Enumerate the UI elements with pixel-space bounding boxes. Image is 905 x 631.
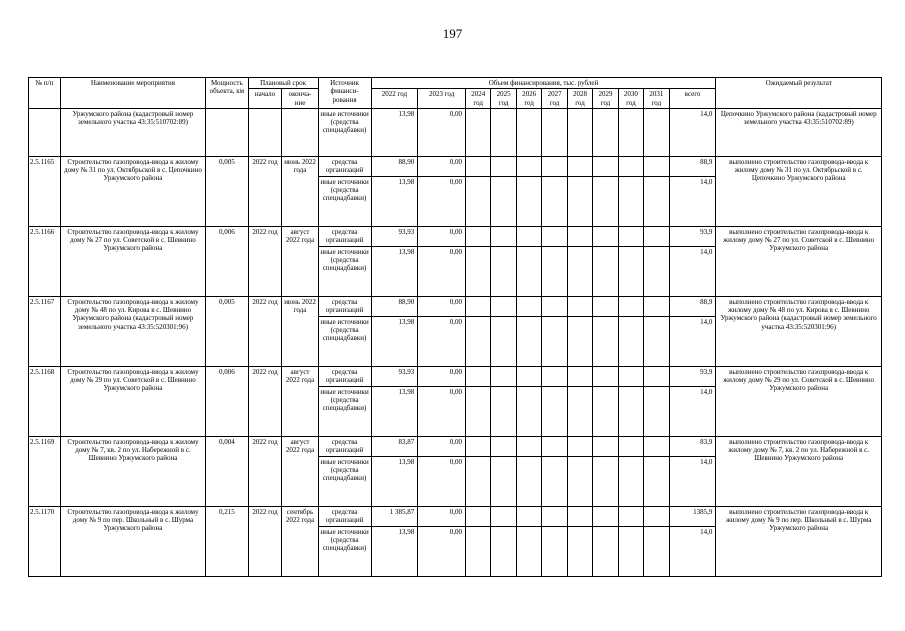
continuation-name: Уржумского района (кадастровый номер земельного участка 43:35:510702:89) xyxy=(60,108,205,156)
row-total-organizations: 1385,9 xyxy=(669,506,716,526)
row-capacity: 0,006 xyxy=(206,366,248,436)
row-source-organizations: средства организаций xyxy=(318,226,371,246)
continuation-source: иные источники (средства спецнадбавки) xyxy=(318,108,371,156)
header-2024: 2024 год xyxy=(465,89,490,109)
row-2022-organizations: 1 385,87 xyxy=(371,506,418,526)
row-2022-organizations: 93,93 xyxy=(371,366,418,386)
row-2022-organizations: 83,87 xyxy=(371,436,418,456)
row-total-other: 14,0 xyxy=(669,176,716,226)
header-planned-term: Плановый срок xyxy=(248,78,318,89)
row-2023-organizations: 0,00 xyxy=(418,156,466,176)
row-num: 2.5.1167 xyxy=(29,296,61,366)
row-result: выполнено строительство газопровода-ввода к жилому дому № 9 по пер. Школьный в с. Шурма Уржумского района xyxy=(716,506,882,576)
row-2022-organizations: 88,90 xyxy=(371,156,418,176)
row-2023-organizations: 0,00 xyxy=(418,436,466,456)
row-2022-other: 13,98 xyxy=(371,526,418,576)
row-capacity: 0,005 xyxy=(206,296,248,366)
header-capacity: Мощность объекта, км xyxy=(206,78,248,109)
row-2022-other: 13,98 xyxy=(371,316,418,366)
row-total-other: 14,0 xyxy=(669,386,716,436)
row-result: выполнено строительство газопровода-ввода к жилому дому № 31 по ул. Октябрьской в с. Цепочкино Уржумского района xyxy=(716,156,882,226)
row-source-organizations: средства организаций xyxy=(318,366,371,386)
header-end: оконча-ние xyxy=(282,89,318,109)
header-2025: 2025 год xyxy=(491,89,516,109)
row-2022-other: 13,98 xyxy=(371,386,418,436)
row-result: выполнено строительство газопровода-ввода к жилому дому № 7, кв. 2 по ул. Набережной в с. Шевнино Уржумского района xyxy=(716,436,882,506)
row-total-other: 14,0 xyxy=(669,316,716,366)
continuation-result: Цепочкино Уржумского района (кадастровый номер земельного участка 43:35:510702:89) xyxy=(716,108,882,156)
header-name: Наименование мероприятия xyxy=(60,78,205,109)
row-2022-organizations: 93,93 xyxy=(371,226,418,246)
row-total-other: 14,0 xyxy=(669,246,716,296)
row-name: Строительство газопровода-ввода к жилому дому № 29 по ул. Советской в с. Шевнино Уржумского района xyxy=(60,366,205,436)
header-2028: 2028 год xyxy=(567,89,592,109)
row-total-organizations: 93,9 xyxy=(669,226,716,246)
row-num: 2.5.1168 xyxy=(29,366,61,436)
header-total: всего xyxy=(669,89,716,109)
header-2027: 2027 год xyxy=(542,89,567,109)
row-end: август 2022 года xyxy=(282,226,318,296)
row-capacity: 0,215 xyxy=(206,506,248,576)
row-source-other: иные источники (средства спецнадбавки) xyxy=(318,246,371,296)
row-2023-organizations: 0,00 xyxy=(418,506,466,526)
table-row xyxy=(29,156,882,176)
row-2023-other: 0,00 xyxy=(418,176,466,226)
row-2023-other: 0,00 xyxy=(418,456,466,506)
row-num: 2.5.1170 xyxy=(29,506,61,576)
row-start: 2022 год xyxy=(248,226,282,296)
row-2022-other: 13,98 xyxy=(371,246,418,296)
row-2023-other: 0,00 xyxy=(418,246,466,296)
row-source-other: иные источники (средства спецнадбавки) xyxy=(318,316,371,366)
row-2023-organizations: 0,00 xyxy=(418,226,466,246)
row-source-organizations: средства организаций xyxy=(318,156,371,176)
row-source-other: иные источники (средства спецнадбавки) xyxy=(318,456,371,506)
table-row xyxy=(29,226,882,246)
continuation-2023: 0,00 xyxy=(418,108,466,156)
row-capacity: 0,004 xyxy=(206,436,248,506)
continuation-row xyxy=(29,108,882,156)
row-source-organizations: средства организаций xyxy=(318,436,371,456)
table-row xyxy=(29,296,882,316)
row-num: 2.5.1166 xyxy=(29,226,61,296)
header-2023: 2023 год xyxy=(418,89,466,109)
row-2022-organizations: 88,90 xyxy=(371,296,418,316)
row-source-organizations: средства организаций xyxy=(318,296,371,316)
row-total-organizations: 93,9 xyxy=(669,366,716,386)
header-2030: 2030 год xyxy=(618,89,643,109)
table-row xyxy=(29,436,882,456)
row-num: 2.5.1165 xyxy=(29,156,61,226)
header-volume: Объем финансирования, тыс. рублей xyxy=(371,78,716,89)
row-total-organizations: 88,9 xyxy=(669,296,716,316)
row-total-other: 14,0 xyxy=(669,456,716,506)
row-name: Строительство газопровода-ввода к жилому дому № 31 по ул. Октябрьской в с. Цепочкино Уржумского района xyxy=(60,156,205,226)
row-2023-other: 0,00 xyxy=(418,526,466,576)
continuation-2022: 13,98 xyxy=(371,108,418,156)
row-total-organizations: 83,9 xyxy=(669,436,716,456)
row-source-other: иные источники (средства спецнадбавки) xyxy=(318,526,371,576)
row-num: 2.5.1169 xyxy=(29,436,61,506)
row-start: 2022 год xyxy=(248,296,282,366)
row-2022-other: 13,98 xyxy=(371,456,418,506)
row-name: Строительство газопровода-ввода к жилому дому № 27 по ул. Советской в с. Шевнино Уржумского района xyxy=(60,226,205,296)
row-end: июнь 2022 года xyxy=(282,156,318,226)
row-end: август 2022 года xyxy=(282,436,318,506)
row-source-other: иные источники (средства спецнадбавки) xyxy=(318,176,371,226)
header-num: № п/п xyxy=(29,78,61,109)
row-end: июнь 2022 года xyxy=(282,296,318,366)
table-body xyxy=(29,108,882,576)
row-name: Строительство газопровода-ввода к жилому дому № 48 по ул. Кирова в с. Шевнино Уржумского района (кадастровый номер земельного участка 43:35:520301:96) xyxy=(60,296,205,366)
row-2023-other: 0,00 xyxy=(418,316,466,366)
row-source-organizations: средства организаций xyxy=(318,506,371,526)
page-number: 197 xyxy=(442,26,463,41)
row-capacity: 0,005 xyxy=(206,156,248,226)
row-name: Строительство газопровода-ввода к жилому дому № 7, кв. 2 по ул. Набережной в с. Шевнино Уржумского района xyxy=(60,436,205,506)
row-2023-organizations: 0,00 xyxy=(418,296,466,316)
row-total-other: 14,0 xyxy=(669,526,716,576)
row-total-organizations: 88,9 xyxy=(669,156,716,176)
row-start: 2022 год xyxy=(248,156,282,226)
row-result: выполнено строительство газопровода-ввода к жилому дому № 27 по ул. Советской в с. Шевнино Уржумского района xyxy=(716,226,882,296)
row-start: 2022 год xyxy=(248,506,282,576)
table-row xyxy=(29,506,882,526)
row-end: август 2022 года xyxy=(282,366,318,436)
header-start: начало xyxy=(248,89,282,109)
header-2026: 2026 год xyxy=(516,89,541,109)
row-2023-other: 0,00 xyxy=(418,386,466,436)
header-source: Источник финанси-рования xyxy=(318,78,371,109)
header-2031: 2031 год xyxy=(644,89,669,109)
header-2029: 2029 год xyxy=(593,89,618,109)
table-row xyxy=(29,366,882,386)
row-end: сентябрь 2022 года xyxy=(282,506,318,576)
row-source-other: иные источники (средства спецнадбавки) xyxy=(318,386,371,436)
row-2023-organizations: 0,00 xyxy=(418,366,466,386)
row-result: выполнено строительство газопровода-ввода к жилому дому № 29 по ул. Советской в с. Шевнино Уржумского района xyxy=(716,366,882,436)
row-2022-other: 13,98 xyxy=(371,176,418,226)
row-name: Строительство газопровода-ввода к жилому дому № 9 по пер. Школьный в с. Шурма Уржумского района xyxy=(60,506,205,576)
header-result: Ожидаемый результат xyxy=(716,78,882,109)
row-capacity: 0,006 xyxy=(206,226,248,296)
continuation-total: 14,0 xyxy=(669,108,716,156)
row-start: 2022 год xyxy=(248,436,282,506)
row-result: выполнено строительство газопровода-ввода к жилому дому № 48 по ул. Кирова в с. Шевнино Уржумского района (кадастровый номер земельного участка 43:35:520301:96) xyxy=(716,296,882,366)
header-2022: 2022 год xyxy=(371,89,418,109)
financing-table xyxy=(28,77,882,577)
row-start: 2022 год xyxy=(248,366,282,436)
